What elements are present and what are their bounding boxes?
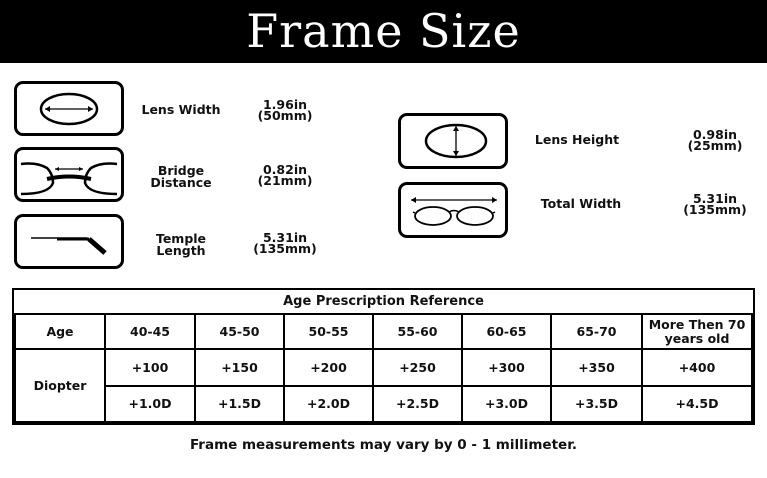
diopter-value-cell: +300 xyxy=(461,348,552,387)
diopter-d-cell: +3.5D xyxy=(550,385,643,423)
bridge-distance-icon xyxy=(14,147,124,202)
lens-width-icon xyxy=(14,81,124,136)
lens-height-icon xyxy=(398,113,508,169)
age-range-cell: 65-70 xyxy=(550,313,643,350)
temple-length-label: Temple Length xyxy=(155,231,207,258)
diopter-value-cell: +400 xyxy=(641,348,753,387)
total-width-value: 5.31in (135mm) xyxy=(683,191,747,217)
total-width-label: Total Width xyxy=(540,196,622,211)
lens-height-value: 0.98in (25mm) xyxy=(687,127,743,153)
diopter-value-cell: +100 xyxy=(104,348,196,387)
bridge-distance-label: Bridge Distance xyxy=(150,163,212,190)
diopter-d-cell: +1.5D xyxy=(194,385,285,423)
footer-note: Frame measurements may vary by 0 - 1 millimeter. xyxy=(189,437,578,453)
age-range-cell: 55-60 xyxy=(372,313,463,350)
lens-width-value: 1.96in (50mm) xyxy=(257,97,313,123)
age-range-cell: 50-55 xyxy=(283,313,374,350)
lens-height-label: Lens Height xyxy=(534,132,620,147)
age-prescription-table xyxy=(12,288,755,425)
age-range-cell: More Then 70 years old xyxy=(641,313,753,350)
diopter-header-cell: Diopter xyxy=(14,348,106,423)
diopter-d-cell: +2.0D xyxy=(283,385,374,423)
bridge-distance-value: 0.82in (21mm) xyxy=(257,162,313,188)
diopter-value-cell: +150 xyxy=(194,348,285,387)
age-header-cell: Age xyxy=(14,313,106,350)
table-title: Age Prescription Reference xyxy=(283,294,484,309)
diopter-value-cell: +350 xyxy=(550,348,643,387)
page-title: Frame Size xyxy=(246,4,521,58)
total-width-icon xyxy=(398,182,508,238)
diopter-value-cell: +200 xyxy=(283,348,374,387)
diopter-d-cell: +3.0D xyxy=(461,385,552,423)
age-range-cell: 45-50 xyxy=(194,313,285,350)
header-banner xyxy=(0,0,767,63)
temple-length-icon xyxy=(14,214,124,269)
diopter-d-cell: +4.5D xyxy=(641,385,753,423)
temple-length-value: 5.31in (135mm) xyxy=(253,230,317,256)
age-range-cell: 40-45 xyxy=(104,313,196,350)
lens-width-label: Lens Width xyxy=(141,102,221,117)
diopter-d-cell: +1.0D xyxy=(104,385,196,423)
diopter-d-cell: +2.5D xyxy=(372,385,463,423)
age-range-cell: 60-65 xyxy=(461,313,552,350)
diopter-value-cell: +250 xyxy=(372,348,463,387)
